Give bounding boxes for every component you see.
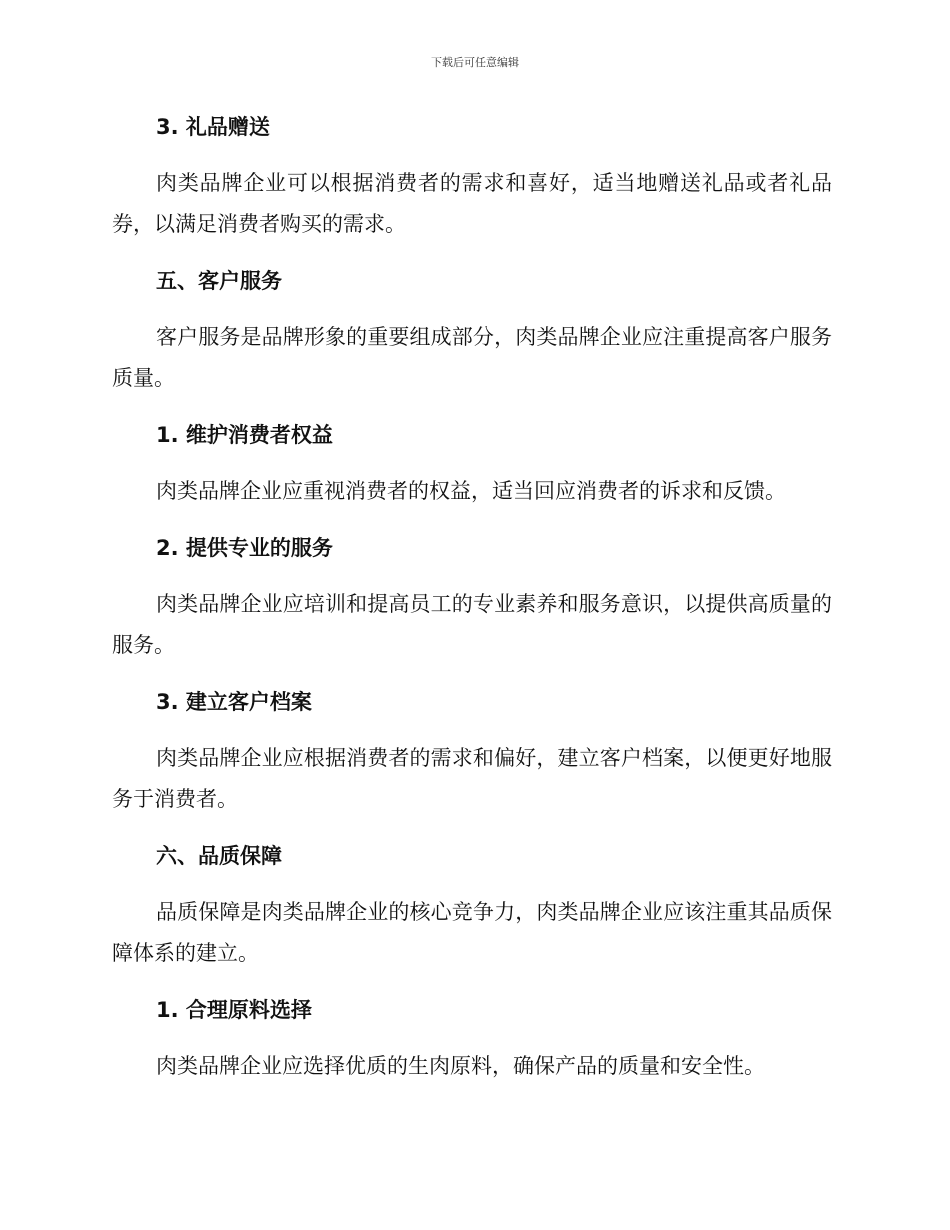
paragraph-raw-materials: 肉类品牌企业应选择优质的生肉原料，确保产品的质量和安全性。 [156,1054,765,1078]
paragraph-customer-records: 肉类品牌企业应根据消费者的需求和偏好，建立客户档案，以便更好地服务于消费者。 [112,746,832,811]
paragraph-quality-assurance: 品质保障是肉类品牌企业的核心竞争力，肉类品牌企业应该注重其品质保障体系的建立。 [112,900,832,965]
paragraph-consumer-rights: 肉类品牌企业应重视消费者的权益，适当回应消费者的诉求和反馈。 [156,479,786,503]
section-heading-customer-service: 五、客户服务 [156,269,282,293]
section-heading-quality-assurance: 六、品质保障 [156,844,282,868]
section-heading-professional-service: 2. 提供专业的服务 [156,536,333,560]
section-heading-customer-records: 3. 建立客户档案 [156,690,312,714]
paragraph-gift: 肉类品牌企业可以根据消费者的需求和喜好，适当地赠送礼品或者礼品券，以满足消费者购买的需求。 [112,171,832,236]
document-body [112,105,832,1087]
section-heading-raw-materials: 1. 合理原料选择 [156,998,312,1022]
section-heading-gift: 3. 礼品赠送 [156,115,270,139]
paragraph-professional-service: 肉类品牌企业应培训和提高员工的专业素养和服务意识，以提供高质量的服务。 [112,592,832,657]
section-heading-consumer-rights: 1. 维护消费者权益 [156,423,333,447]
paragraph-customer-service: 客户服务是品牌形象的重要组成部分，肉类品牌企业应注重提高客户服务质量。 [112,325,832,390]
page-header-note: 下载后可任意编辑 [431,56,519,69]
